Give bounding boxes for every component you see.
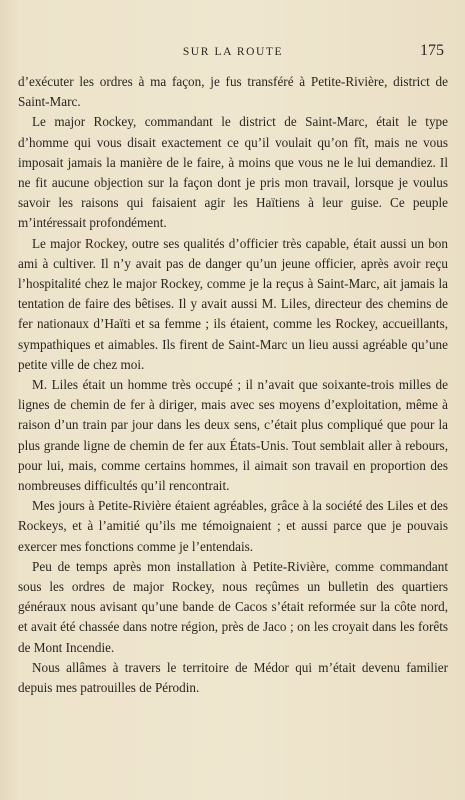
paragraph: Le major Rockey, commandant le district de Saint-Marc, était le type d’homme qui vous disait exactement ce qu’il voulait qu’on fît, mais ne vous imposait jamais la manière de le faire, à moins que vous ne le lui demandiez. Il ne fit aucune objection sur la façon dont je pris mon travail, lorsque je voulus savoir les raisons qui faisaient agir les Haïtiens à leur guise. Ce peuple m’intéressait profondément. xyxy=(18,114,448,231)
page-number: 175 xyxy=(420,42,444,59)
paragraph: M. Liles était un homme très occupé ; il n’avait que soixante-trois milles de lignes de chemin de fer à diriger, mais avec ses moyens d’exploitation, même à raison d’un train par jour dans les deux sens, c’était plus compliqué que pour la plus grande ligne de chemin de fer aux États-Unis. Tout semblait aller à rebours, pour lui, mais, comme certains hommes, il aimait son travail en proportion des nombreuses difficultés qu’il rencontrait. xyxy=(18,377,448,494)
page-header xyxy=(18,40,448,62)
paragraph: Nous allâmes à travers le territoire de Médor qui m’était devenu familier depuis mes patrouilles de Pérodin. xyxy=(18,659,448,696)
running-head: SUR LA ROUTE xyxy=(182,46,284,58)
body-text xyxy=(18,72,448,698)
paragraph: d’exécuter les ordres à ma façon, je fus transféré à Petite-Rivière, district de Saint-Marc. xyxy=(18,74,448,110)
paragraph: Peu de temps après mon installation à Petite-Rivière, comme commandant sous les ordres de major Rockey, nous reçûmes un bulletin des quartiers généraux nous avisant qu’une bande de Cacos s’était reformée sur la côte nord, et avait été chassée dans notre région, près de Jaco ; on les croyait dans les forêts de Mont Incendie. xyxy=(18,558,448,655)
paragraph: Le major Rockey, outre ses qualités d’officier très capable, était aussi un bon ami à cultiver. Il n’y avait pas de danger qu’un jeune officier, après avoir reçu l’hospitalité chez le major Rockey, comme je la reçus à Saint-Marc, ait jamais la tentation de faire des bêtises. Il y avait aussi M. Liles, directeur des chemins de fer nationaux d’Haïti et sa femme ; ils étaient, comme les Rockey, accueillants, sympathiques et aimables. Ils firent de Saint-Marc un lieu aussi agréable qu’une petite ville de chez moi. xyxy=(18,235,448,372)
paragraph: Mes jours à Petite-Rivière étaient agréables, grâce à la société des Liles et des Rockeys, et à l’amitié qu’ils me témoignaient ; et aussi parce que je pouvais exercer mes fonctions comme je l’entendais. xyxy=(18,498,448,554)
